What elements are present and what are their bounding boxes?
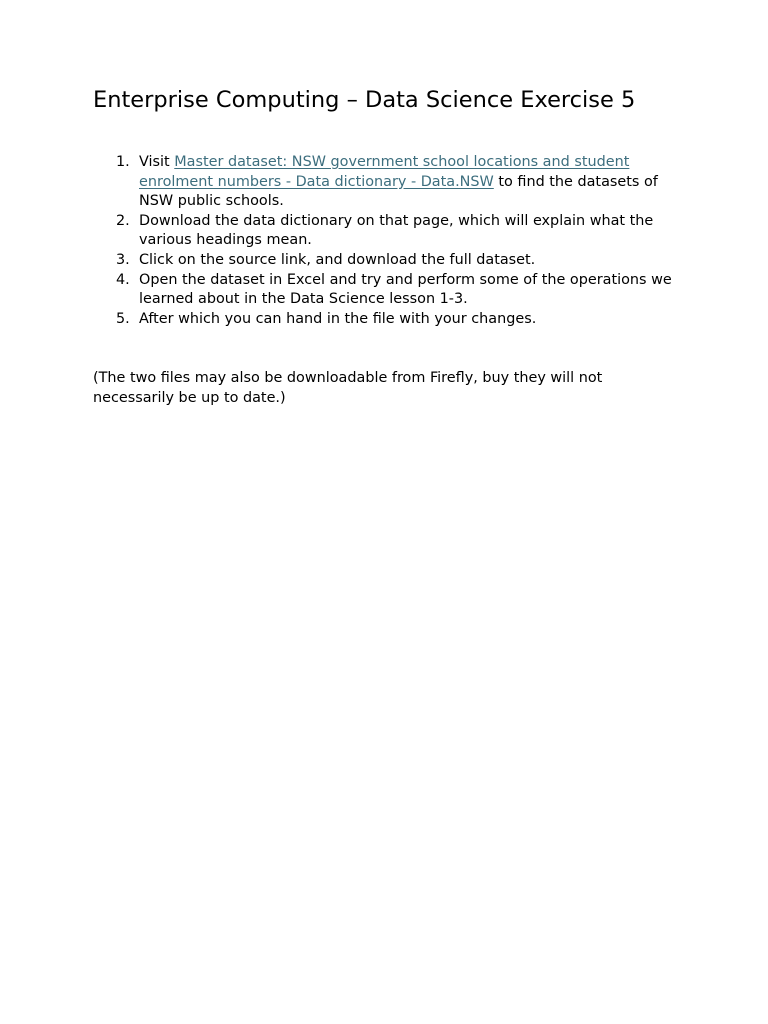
step-text: After which you can hand in the file with your changes.: [139, 310, 537, 327]
step-number: 5.: [116, 310, 130, 327]
step-text: to find the datasets of NSW public schools.: [139, 173, 658, 210]
step-text: Open the dataset in Excel and try and perform some of the operations we learned about in the Data Science lesson 1-3.: [139, 271, 672, 308]
instruction-list: [93, 153, 683, 329]
document-title: Enterprise Computing – Data Science Exercise 5: [93, 87, 636, 113]
step-number: 3.: [116, 251, 130, 268]
step-text: Download the data dictionary on that page, which will explain what the various headings mean.: [139, 212, 654, 249]
step-text: Visit: [139, 154, 175, 170]
list-item-step-1: [93, 153, 683, 212]
list-item-step-4: [93, 271, 683, 310]
dataset-link[interactable]: Master dataset: NSW government school locations and student enrolment numbers - Data dictionary - Data.NSW: [139, 154, 630, 190]
step-number: 4.: [116, 271, 130, 288]
list-item-step-3: [93, 251, 683, 271]
closing-note: (The two files may also be downloadable from Firefly, buy they will not necessarily be up to date.): [93, 370, 603, 406]
step-text: Click on the source link, and download the full dataset.: [139, 251, 536, 268]
list-item-step-5: [93, 310, 683, 330]
step-number: 2.: [116, 212, 130, 229]
step-number: 1.: [116, 154, 130, 170]
list-item-step-2: [93, 212, 683, 251]
